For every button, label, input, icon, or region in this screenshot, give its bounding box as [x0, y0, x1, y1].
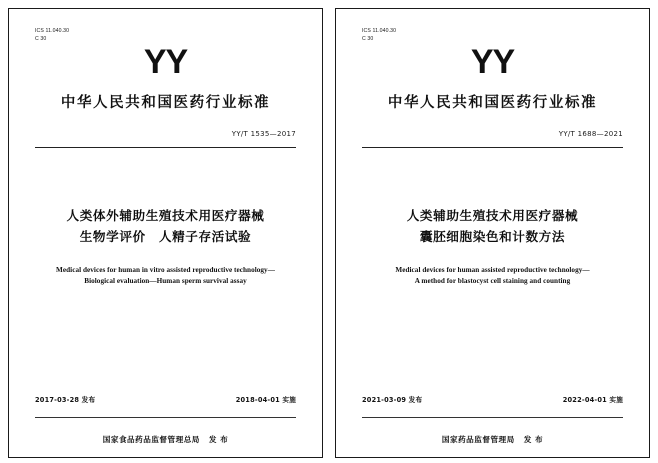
footer-divider: [35, 417, 296, 418]
title-en: [362, 265, 623, 288]
title-cn-line-2: 生物学评价 人精子存活试验: [79, 228, 252, 244]
national-standard-title: 中华人民共和国医药行业标准: [60, 95, 271, 112]
title-en-line-2: A method for blastocyst cell staining and counting: [414, 277, 571, 286]
issuer-suffix: 发 布: [523, 435, 544, 444]
title-cn-line-1: 人类体外辅助生殖技术用医疗器械: [66, 208, 265, 224]
standard-number: YY/T 1688—2021: [558, 130, 623, 139]
title-zone: [362, 206, 623, 288]
issue-date: 2021-03-09 发布: [362, 396, 423, 404]
ics-code-block: [362, 27, 623, 43]
ics-code: ICS 11.040.30: [35, 28, 70, 34]
issue-date: 2017-03-28 发布: [35, 396, 96, 404]
title-zone: [35, 206, 296, 288]
title-cn-line-1: 人类辅助生殖技术用医疗器械: [406, 208, 579, 224]
footer-divider: [362, 417, 623, 418]
spacer: [35, 288, 296, 394]
dates-row: [362, 394, 623, 404]
standard-cover-left: [8, 8, 323, 458]
header-divider: [35, 147, 296, 148]
issuer-name: 国家食品药品监督管理总局: [102, 435, 200, 444]
ccs-code: C 30: [362, 36, 374, 43]
title-en: [35, 265, 296, 288]
effective-date: 2018-04-01 实施: [235, 396, 296, 404]
issuer-suffix: 发 布: [208, 435, 229, 444]
title-cn-line-2: 囊胚细胞染色和计数方法: [419, 228, 566, 244]
spacer: [362, 288, 623, 394]
header-divider: [362, 147, 623, 148]
ics-code-block: [35, 27, 296, 43]
ics-code: ICS 11.040.30: [362, 28, 397, 34]
issuing-authority: [362, 434, 623, 445]
title-en-line-1: Medical devices for human assisted reproductive technology—: [395, 265, 590, 274]
ccs-code: C 30: [35, 36, 47, 43]
dates-row: [35, 394, 296, 404]
title-en-line-2: Biological evaluation—Human sperm survival assay: [84, 277, 247, 286]
title-en-line-1: Medical devices for human in vitro assisted reproductive technology—: [56, 265, 275, 274]
standard-cover-right: [335, 8, 650, 458]
issuer-name: 国家药品监督管理局: [441, 435, 515, 444]
issuing-authority: [35, 434, 296, 445]
yy-logo: YY: [143, 43, 188, 82]
national-standard-title: 中华人民共和国医药行业标准: [387, 95, 598, 112]
effective-date: 2022-04-01 实施: [562, 396, 623, 404]
yy-logo: YY: [470, 43, 515, 82]
standard-number: YY/T 1535—2017: [231, 130, 296, 139]
